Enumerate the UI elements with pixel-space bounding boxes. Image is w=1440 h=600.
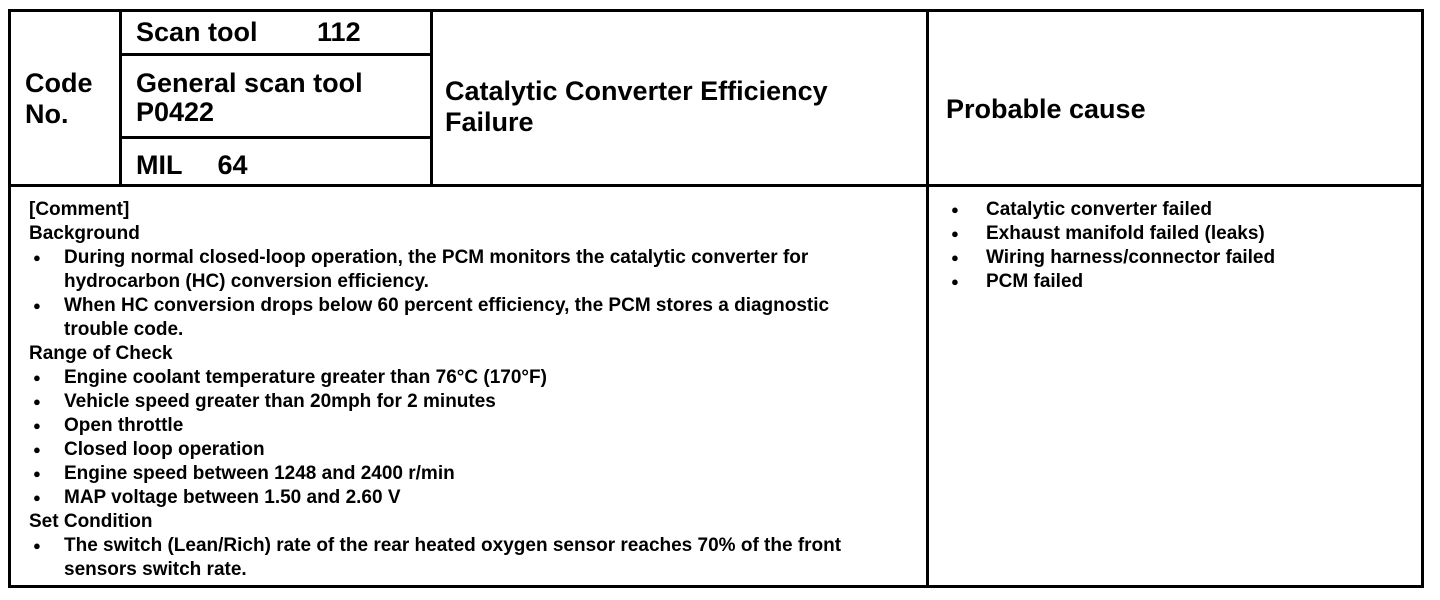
probable-cause-item: ● PCM failed [941,270,1421,294]
range-heading: Range of Check [29,343,173,364]
column-divider [119,12,122,186]
range-item: ● Engine coolant temperature greater than 76°C (170°F) [29,366,919,390]
row-divider [119,53,433,56]
range-item: ● Vehicle speed greater than 20mph for 2 minutes [29,390,919,414]
code-no-line2: No. [25,99,69,129]
column-divider [430,12,433,186]
background-item-line: trouble code. [64,319,184,340]
background-item-line: hydrocarbon (HC) conversion efficiency. [64,271,429,292]
probable-cause-item: ● Wiring harness/connector failed [941,246,1421,270]
general-scan-tool-label: General scan tool [136,68,363,98]
range-item: ● Engine speed between 1248 and 2400 r/min [29,462,919,486]
background-item-line: ● During normal closed-loop operation, the PCM monitors the catalytic converter for [64,247,809,268]
comment-heading: [Comment] [29,199,130,220]
mil-value: 64 [217,150,248,180]
set-condition-heading: Set Condition [29,511,153,532]
scan-tool-label: Scan tool [136,17,258,47]
general-scan-tool-value: P0422 [136,97,215,127]
code-no-line1: Code [25,68,93,98]
code-title [445,76,828,138]
set-condition-item-line: sensors switch rate. [64,559,247,580]
background-item-line: ● When HC conversion drops below 60 percent efficiency, the PCM stores a diagnostic [64,295,830,316]
comment-section [29,198,919,582]
probable-cause-list [941,198,1421,294]
header-body-divider [11,184,1421,187]
range-item: ● Closed loop operation [29,438,919,462]
probable-cause-heading: Probable cause [946,94,1146,124]
diagnostic-code-table [8,9,1424,588]
probable-cause-item: ● Exhaust manifold failed (leaks) [941,222,1421,246]
row-divider [119,136,433,139]
title-line1: Catalytic Converter Efficiency [445,76,828,106]
set-condition-item-line: ● The switch (Lean/Rich) rate of the rear heated oxygen sensor reaches 70% of the front [64,535,842,556]
range-item: ● MAP voltage between 1.50 and 2.60 V [29,486,919,510]
range-item: ● Open throttle [29,414,919,438]
probable-cause-item: ● Catalytic converter failed [941,198,1421,222]
background-heading: Background [29,223,140,244]
scan-tool-value: 112 [317,17,361,47]
scan-tool-cell [136,18,361,47]
mil-label: MIL [136,150,182,180]
title-line2: Failure [445,107,534,137]
column-divider [926,12,929,585]
background-item [29,246,919,294]
background-item [29,294,919,342]
set-condition-item [29,534,919,582]
mil-cell [136,151,248,180]
code-no-label [25,68,93,130]
general-scan-tool-cell [136,69,363,127]
